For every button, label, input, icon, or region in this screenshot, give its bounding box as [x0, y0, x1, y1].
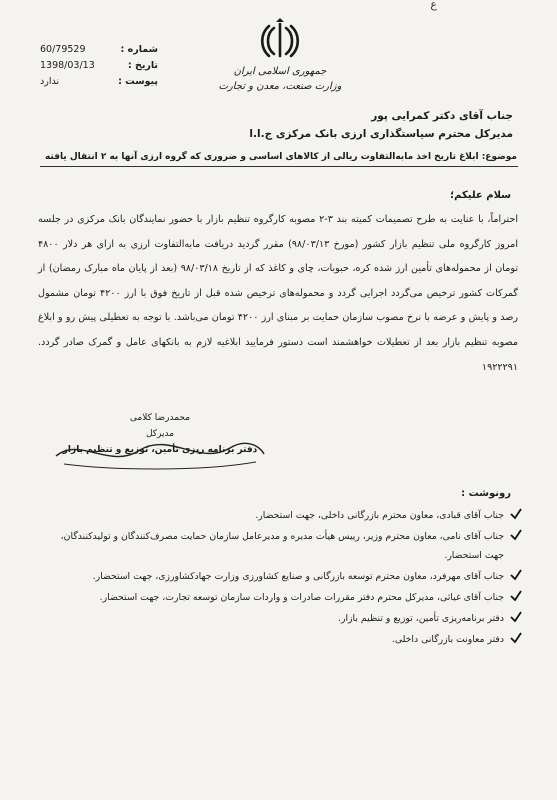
attachment-value: ندارد: [40, 76, 60, 87]
check-mark-icon: [510, 569, 522, 581]
date-value: 1398/03/13: [40, 60, 95, 71]
iran-emblem-icon: [258, 18, 302, 62]
addressee-name: جناب آقای دکتر کمرایی پور: [371, 110, 513, 122]
cc-item-text: جناب آقای نامی، معاون محترم وزیر، رییس هیأت مدیره و مدیرعامل سازمان حمایت مصرف‌کنندگان و تولیدکنندگان، جهت استحضار.: [60, 531, 504, 561]
check-mark-icon: [510, 529, 522, 541]
check-mark-icon: [510, 508, 522, 520]
number-label: شماره :: [120, 44, 158, 55]
letter-body: احتراماً، با عنایت به طرح تصمیمات کمیته بند ۳-۲ مصوبه کارگروه تنظیم بازار با حضور نمایندگان بانک مرکزی در جلسه امروز کارگروه ملی تنظیم بازار کشور (مورخ ۹۸/۰۳/۱۳) مقرر گردید دریافت مابه‌التفاوت ارزی به ازای هر دلار ۴۸۰۰ تومان از محموله‌های تأمین ارز شده کره، حبوبات، چای و کاغذ که از تاریخ ۹۸/۰۳/۱۸ (بعد از پایان ماه مبارک رمضان) از گمرکات کشور ترخیص می‌گردد اجرایی گردد و محموله‌های ترخیص شده قبل از تاریخ فوق با ارز ۴۲۰۰ تومان مشمول رصد و پایش و عرضه با نرخ مصوب سازمان حمایت بر مبنای ارز ۴۲۰۰ تومان می‌باشد. با توجه به تعطیلی پیش رو و ابلاغ مصوبه تنظیم بازار بعد از تعطیلات خواهشمند است دستور فرمایید ابلاغیه لازم به بانکهای عامل و گمرک صادر گردد. ۱۹۲۲۲۹۱: [38, 214, 519, 373]
number-value: 60/79529: [40, 44, 86, 55]
check-mark-icon: [510, 590, 522, 602]
check-mark-icon: [510, 632, 522, 644]
letter-meta: [40, 42, 158, 90]
attachment-label: پیوست :: [118, 76, 158, 87]
cc-item-text: جناب آقای قبادی، معاون محترم بازرگانی داخلی، جهت استحضار.: [255, 510, 504, 521]
cc-list: [40, 506, 522, 651]
corner-mark: ع: [430, 0, 437, 11]
addressee-title: مدیرکل محترم سیاستگذاری ارزی بانک مرکزی ج.ا.ا: [249, 128, 513, 140]
date-label: تاریخ :: [127, 60, 158, 71]
cc-item: [40, 609, 522, 628]
ministry-line-2: وزارت صنعت، معدن و تجارت: [218, 81, 342, 92]
cc-item-text: جناب آقای مهرفرد، معاون محترم توسعه بازرگانی و صنایع کشاورزی وزارت جهادکشاورزی، جهت استحضار.: [92, 571, 504, 582]
cc-item: [40, 567, 522, 586]
greeting: سلام علیکم؛: [450, 190, 511, 201]
ministry-line-1: جمهوری اسلامی ایران: [233, 66, 327, 77]
cc-item-text: جناب آقای غیاثی، مدیرکل محترم دفتر مقررات صادرات و واردات سازمان توسعه تجارت، جهت استحضار.: [99, 592, 504, 603]
ministry-name: [205, 64, 355, 94]
cc-item: [40, 630, 522, 649]
cc-item: [40, 506, 522, 525]
cc-item: [40, 527, 522, 565]
signer-position: مدیرکل: [145, 429, 175, 439]
signer-name: محمدرضا کلامی: [129, 413, 191, 423]
signer-office: دفتر برنامه ریزی تأمین، توزیع و تنظیم بازار: [62, 445, 258, 455]
cc-item-text: دفتر برنامه‌ریزی تأمین، توزیع و تنظیم بازار.: [338, 613, 504, 624]
subject-line: موضوع: ابلاغ تاریخ اخذ مابه‌التفاوت ریالی از کالاهای اساسی و ضروری که گروه ارزی آنها به ۲ انتقال یافته: [44, 152, 517, 162]
cc-item-text: دفتر معاونت بازرگانی داخلی.: [391, 634, 504, 645]
cc-title: رونوشت :: [461, 488, 511, 499]
check-mark-icon: [510, 611, 522, 623]
cc-item: [40, 588, 522, 607]
subject-underline: [40, 166, 518, 167]
signature-scribble-icon: [50, 426, 270, 476]
